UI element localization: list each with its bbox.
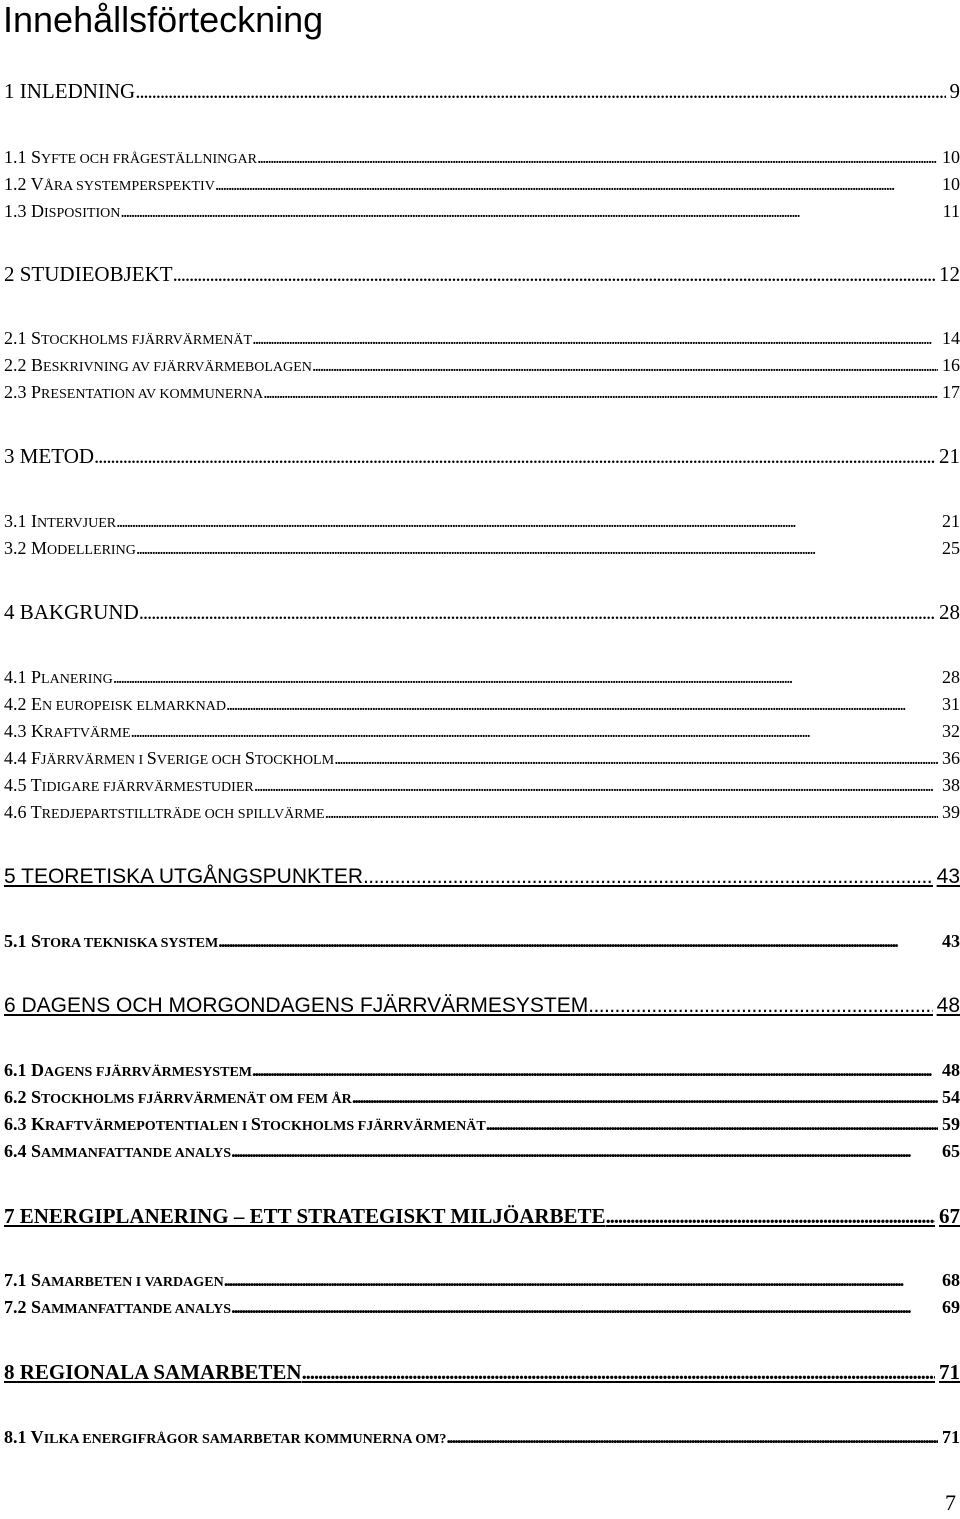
toc-entry-title: [4, 327, 252, 351]
toc-entry-title: [4, 381, 263, 405]
toc-entry-title: [4, 930, 218, 954]
toc-entry-text-part: AMARBETEN I VARDAGEN: [41, 1274, 224, 1290]
toc-entry-title: [4, 510, 116, 534]
toc-page-number: 32: [942, 721, 960, 741]
toc-entry-text-part: RAFTVÄRMEPOTENTIALEN I: [45, 1118, 251, 1134]
toc-page-number: 28: [942, 667, 960, 687]
toc-page-number: 21: [942, 511, 960, 531]
toc-entry-text-part: JÄRRVÄRMEN I: [41, 752, 147, 768]
toc-dot-leader: [363, 864, 933, 890]
toc-dot-leader: [226, 693, 938, 715]
toc-entry-text-part: RAFTVÄRME: [44, 725, 131, 741]
toc-section-row: [4, 1113, 960, 1137]
toc-entry-text-part: 1.1 S: [4, 147, 42, 167]
toc-entry-title: [4, 261, 173, 287]
toc-section-row: [4, 801, 960, 825]
toc-dot-leader: [446, 1426, 938, 1448]
toc-page-number: 71: [939, 1360, 960, 1384]
toc-chapter-row: [4, 78, 960, 104]
toc-entry-text-part: VERIGE OCH: [156, 752, 245, 768]
toc-page-number: 9: [949, 79, 960, 103]
toc-entry-text-part: 8.1 V: [4, 1427, 44, 1447]
toc-entry-text-part: NTERVJUER: [37, 515, 117, 531]
toc-section-row: [4, 200, 960, 224]
toc-page-number: 69: [942, 1297, 960, 1317]
toc-entry-title: [4, 1426, 446, 1450]
toc-dot-leader: [257, 146, 938, 168]
toc-page-number: 10: [942, 174, 960, 194]
toc-chapter-row: [4, 864, 960, 890]
toc-dot-leader: [136, 537, 938, 559]
toc-chapter-row: [4, 599, 960, 625]
toc-dot-leader: [352, 1086, 938, 1108]
toc-section-row: [4, 747, 960, 771]
toc-entry-text-part: LANERING: [41, 671, 113, 687]
toc-dot-leader: [224, 1269, 938, 1291]
toc-entry-text-part: S: [250, 1114, 261, 1134]
toc-entry-text-part: 3.2 M: [4, 538, 48, 558]
toc-page-number: 25: [942, 538, 960, 558]
toc-entry-text-part: 4.3 K: [4, 721, 44, 741]
toc-page-number: 43: [936, 865, 960, 888]
toc-section-row: [4, 1140, 960, 1164]
toc-entry-text-part: 4.1 P: [4, 667, 42, 687]
toc-chapter-row: [4, 993, 960, 1019]
toc-entry-text-part: 1.2 V: [4, 174, 44, 194]
toc-page-number: 21: [939, 444, 960, 468]
toc-entry-title: [4, 1113, 486, 1137]
toc-dot-leader: [252, 327, 938, 349]
toc-section-row: [4, 510, 960, 534]
toc-entry-title: [4, 1296, 231, 1320]
toc-dot-leader: [218, 930, 938, 952]
toc-entry-title: [4, 599, 139, 625]
toc-section-row: [4, 1426, 960, 1450]
toc-entry-title: [4, 693, 226, 717]
toc-entry-title: [4, 720, 131, 744]
toc-page-number: 48: [936, 994, 960, 1017]
toc-dot-leader: [486, 1113, 938, 1135]
toc-entry-text-part: 6.2 S: [4, 1087, 42, 1107]
toc-entry-text-part: ÅRA SYSTEMPERSPEKTIV: [43, 178, 215, 194]
toc-entry-text: 3 METOD: [4, 444, 95, 468]
toc-section-row: [4, 354, 960, 378]
toc-page-number: 71: [942, 1427, 960, 1447]
toc-entry-text-part: AMMANFATTANDE ANALYS: [41, 1301, 232, 1317]
toc-dot-leader: [302, 1359, 935, 1385]
toc-page-number: 10: [942, 147, 960, 167]
toc-entry-title: [4, 1086, 352, 1110]
toc-page-number: 67: [939, 1204, 960, 1228]
toc-dot-leader: [334, 747, 938, 769]
toc-entry-text-part: 3.1 I: [4, 511, 37, 531]
toc-entry-text-part: AMMANFATTANDE ANALYS: [41, 1145, 232, 1161]
toc-entry-text-part: 2.3 P: [4, 382, 42, 402]
toc-entry-text-part: TOCKHOLMS FJÄRRVÄRMENÄT: [41, 332, 253, 348]
toc-page-number: 39: [942, 802, 960, 822]
toc-chapter-row: [4, 1203, 960, 1229]
toc-entry-text-part: 2.2 B: [4, 355, 44, 375]
toc-dot-leader: [312, 354, 938, 376]
toc-page-number: 31: [942, 694, 960, 714]
toc-dot-leader: [606, 1203, 935, 1229]
toc-dot-leader: [263, 381, 938, 403]
toc-entry-text-part: 5.1 S: [4, 931, 42, 951]
toc-section-row: [4, 774, 960, 798]
toc-page-number: 16: [942, 355, 960, 375]
toc-entry-text: 5 TEORETISKA UTGÅNGSPUNKTER: [4, 865, 364, 888]
toc-entry-text-part: 6.3 K: [4, 1114, 46, 1134]
toc-entry-title: [4, 774, 254, 798]
toc-entry-text-part: 6.1 D: [4, 1060, 44, 1080]
toc-entry-text-part: ISPOSITION: [44, 205, 121, 221]
toc-entry-text-part: IDIGARE FJÄRRVÄRMESTUDIER: [41, 779, 254, 795]
toc-section-row: [4, 537, 960, 561]
toc-dot-leader: [231, 1296, 938, 1318]
toc-section-row: [4, 327, 960, 351]
toc-entry-title: [4, 354, 312, 378]
toc-section-row: [4, 930, 960, 954]
toc-dot-leader: [120, 200, 938, 222]
toc-entry-title: [4, 864, 363, 890]
toc-section-row: [4, 1059, 960, 1083]
toc-entry-text-part: TOCKHOLM: [254, 752, 335, 768]
toc-dot-leader: [94, 443, 935, 469]
toc-entry-title: [4, 993, 588, 1019]
toc-entry-text-part: ESKRIVNING AV FJÄRRVÄRMEBOLAGEN: [43, 359, 312, 375]
toc-entry-text-part: TOCKHOLMS FJÄRRVÄRMENÄT: [260, 1118, 486, 1134]
toc-page-number: 12: [939, 262, 960, 286]
toc-entry-title: [4, 1059, 252, 1083]
toc-chapter-row: [4, 1359, 960, 1385]
toc-entry-text-part: RESENTATION AV KOMMUNERNA: [41, 386, 264, 402]
toc-entry-title: [4, 200, 120, 224]
toc-page-number: 54: [942, 1087, 960, 1107]
toc-entry-text: 6 DAGENS OCH MORGONDAGENS FJÄRRVÄRMESYSTEM: [4, 994, 589, 1017]
toc-page-number: 48: [942, 1060, 960, 1080]
toc-dot-leader: [131, 720, 938, 742]
toc-section-row: [4, 1269, 960, 1293]
toc-dot-leader: [135, 78, 945, 104]
toc-entry-text: 7 ENERGIPLANERING – ETT STRATEGISKT MILJÖARBETE: [4, 1204, 606, 1228]
toc-entry-text-part: 4.6 T: [4, 802, 42, 822]
toc-entry-text-part: N EUROPEISK ELMARKNAD: [42, 698, 226, 714]
toc-entry-title: [4, 666, 113, 690]
toc-section-row: [4, 381, 960, 405]
toc-entry-text: 8 REGIONALA SAMARBETEN: [4, 1360, 302, 1384]
toc-section-row: [4, 693, 960, 717]
toc-entry-text-part: ILKA ENERGIFRÅGOR SAMARBETAR KOMMUNERNA OM?: [43, 1431, 447, 1447]
toc-page-number: 28: [939, 600, 960, 624]
toc-entry-text: 1 INLEDNING: [4, 79, 136, 103]
toc-dot-leader: [588, 993, 932, 1019]
toc-page-number: 68: [942, 1270, 960, 1290]
toc-entry-title: [4, 1140, 231, 1164]
toc-page-number: 59: [942, 1114, 960, 1134]
page-title: Innehållsförteckning: [3, 0, 324, 40]
toc-dot-leader: [231, 1140, 938, 1162]
toc-chapter-row: [4, 261, 960, 287]
toc-section-row: [4, 666, 960, 690]
toc-entry-title: [4, 801, 325, 825]
toc-entry-text-part: YFTE OCH FRÅGESTÄLLNINGAR: [41, 151, 257, 167]
page-number: 7: [945, 1490, 956, 1515]
toc-entry-text-part: S: [146, 748, 157, 768]
toc-entry-text: 4 BAKGRUND: [4, 600, 139, 624]
toc-entry-title: [4, 747, 334, 771]
toc-entry-text-part: TORA TEKNISKA SYSTEM: [41, 935, 219, 951]
toc-entry-title: [4, 1203, 606, 1229]
toc-entry-text-part: S: [244, 748, 255, 768]
toc-page-number: 11: [942, 201, 960, 221]
toc-dot-leader: [139, 599, 935, 625]
toc-page-number: 65: [942, 1141, 960, 1161]
toc-dot-leader: [254, 774, 938, 796]
toc-entry-text-part: 2.1 S: [4, 328, 42, 348]
toc-dot-leader: [325, 801, 938, 823]
toc-entry-text-part: 7.1 S: [4, 1270, 42, 1290]
toc-page-number: 43: [942, 931, 960, 951]
toc-entry-title: [4, 537, 136, 561]
toc-dot-leader: [116, 510, 938, 532]
toc-entry-text-part: AGENS FJÄRRVÄRMESYSTEM: [44, 1064, 253, 1080]
toc-dot-leader: [173, 261, 935, 287]
toc-section-row: [4, 720, 960, 744]
toc-entry-text-part: 4.4 F: [4, 748, 42, 768]
toc-entry-title: [4, 146, 257, 170]
toc-section-row: [4, 1086, 960, 1110]
toc-entry-text-part: 7.2 S: [4, 1297, 42, 1317]
toc-entry-title: [4, 1359, 302, 1385]
toc-page-number: 36: [942, 748, 960, 768]
toc-entry-text-part: 4.5 T: [4, 775, 42, 795]
toc-section-row: [4, 1296, 960, 1320]
toc-entry-text-part: 6.4 S: [4, 1141, 42, 1161]
toc-entry-title: [4, 173, 215, 197]
toc-entry-text-part: 4.2 E: [4, 694, 42, 714]
toc-section-row: [4, 173, 960, 197]
toc-page-number: 14: [942, 328, 960, 348]
toc-entry-title: [4, 1269, 224, 1293]
toc-entry-text-part: TOCKHOLMS FJÄRRVÄRMENÄT OM FEM ÅR: [41, 1091, 352, 1107]
toc-entry-title: [4, 443, 94, 469]
toc-page-number: 17: [942, 382, 960, 402]
toc-entry-title: [4, 78, 135, 104]
toc-chapter-row: [4, 443, 960, 469]
toc-section-row: [4, 146, 960, 170]
toc-entry-text-part: ODELLERING: [47, 542, 136, 558]
toc-entry-text-part: REDJEPARTSTILLTRÄDE OCH SPILLVÄRME: [41, 806, 325, 822]
toc-entry-text: 2 STUDIEOBJEKT: [4, 262, 173, 286]
toc-entry-text-part: 1.3 D: [4, 201, 44, 221]
toc-dot-leader: [113, 666, 938, 688]
toc-dot-leader: [215, 173, 938, 195]
toc-dot-leader: [252, 1059, 938, 1081]
toc-page-number: 38: [942, 775, 960, 795]
